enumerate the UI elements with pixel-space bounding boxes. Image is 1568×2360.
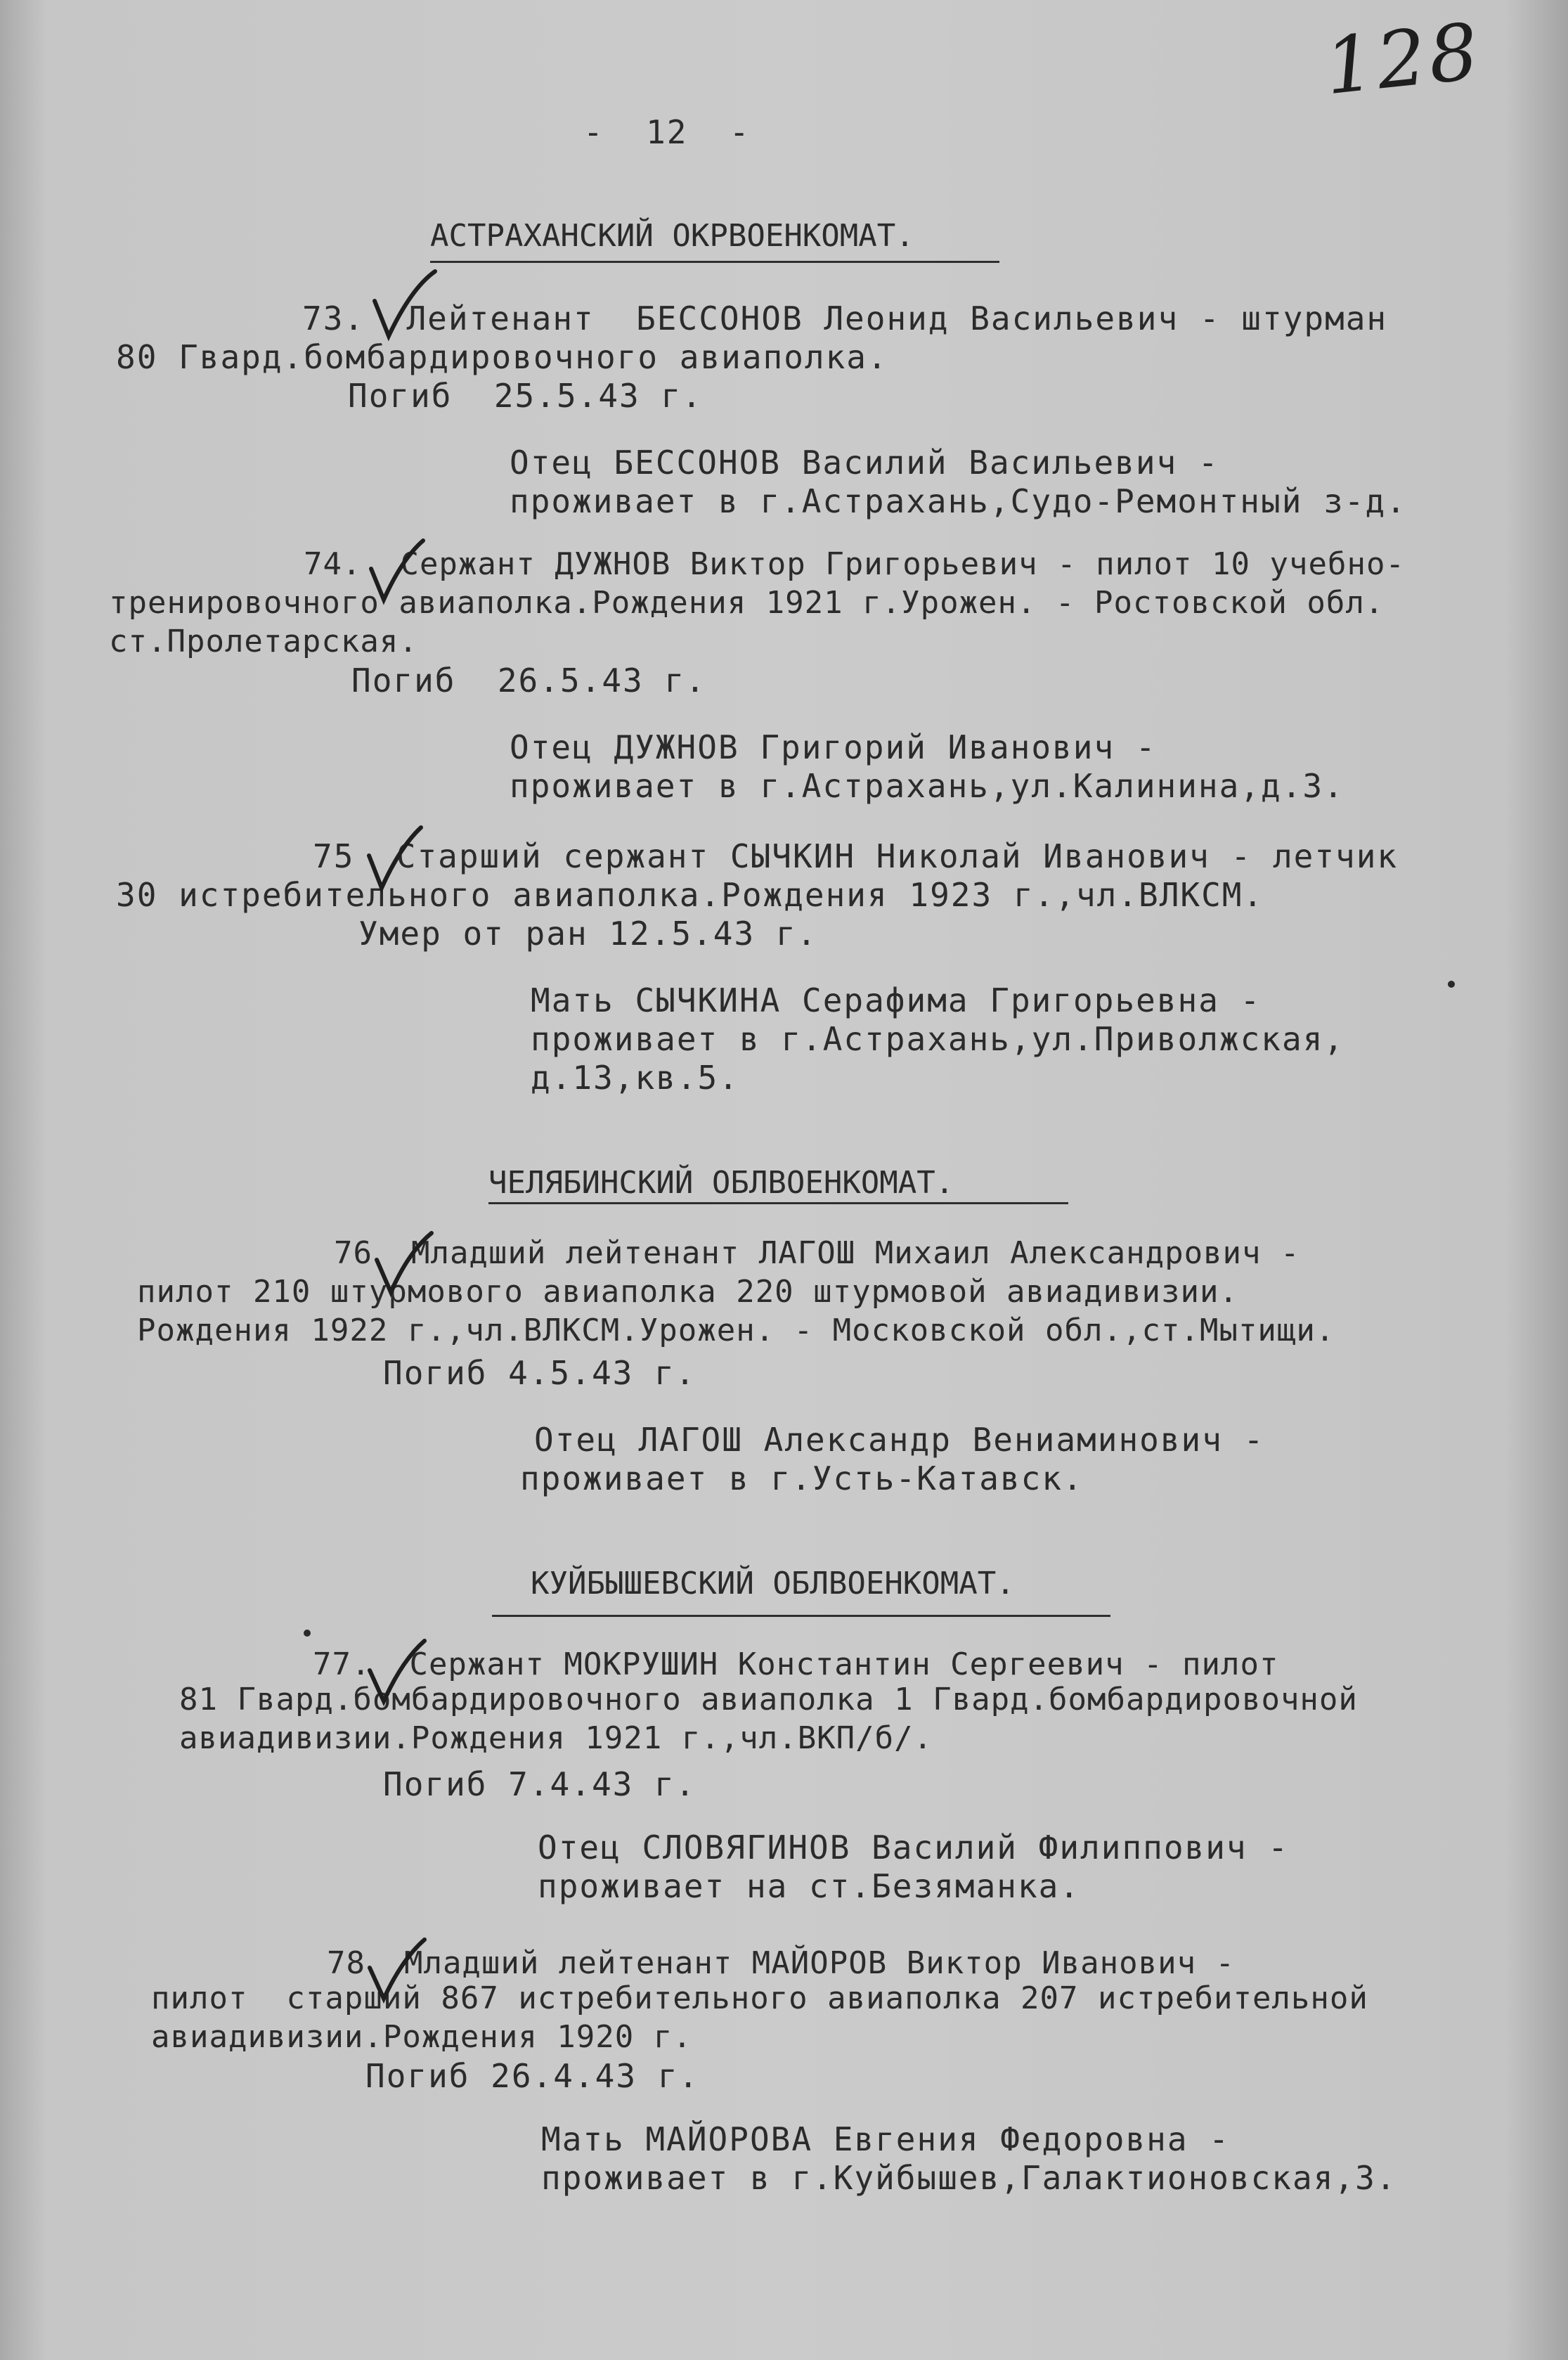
archive-page-number: 128: [1320, 6, 1486, 112]
entry-75-relative-address-2: д.13,кв.5.: [531, 1059, 739, 1097]
check-mark-icon: [360, 1930, 437, 2007]
entry-75-relative-address: проживает в г.Астрахань,ул.Приволжская,: [531, 1020, 1345, 1058]
section-heading-astrakhan: АСТРАХАНСКИЙ ОКРВОЕНКОМАТ.: [430, 218, 914, 254]
entry-77-relative-address: проживает на ст.Безяманка.: [538, 1867, 1081, 1905]
entry-75-line-1: 75 Старший сержант СЫЧКИН Николай Иванович - летчик: [313, 837, 1399, 875]
section-underline: [430, 261, 999, 263]
entry-73-relative: Отец БЕССОНОВ Василий Васильевич -: [510, 444, 1219, 482]
entry-76-relative: Отец ЛАГОШ Александр Вениаминович -: [534, 1421, 1265, 1459]
entry-74-line-3: ст.Пролетарская.: [109, 624, 418, 659]
entry-75-line-2: 30 истребительного авиаполка.Рождения 1923 г.,чл.ВЛКСМ.: [116, 876, 1264, 914]
entry-76-line-1: 76 Младший лейтенант ЛАГОШ Михаил Александрович -: [334, 1235, 1300, 1271]
ink-dot: [304, 1630, 311, 1637]
entry-78-death: Погиб 26.4.43 г.: [365, 2057, 700, 2095]
entry-77-line-2: 81 Гвард.бомбардировочного авиаполка 1 Гвард.бомбардировочной: [179, 1682, 1358, 1717]
entry-77-death: Погиб 7.4.43 г.: [383, 1765, 696, 1803]
entry-76-death: Погиб 4.5.43 г.: [383, 1354, 696, 1392]
entry-75-relative: Мать СЫЧКИНА Серафима Григорьевна -: [531, 981, 1262, 1019]
entry-78-line-2: пилот старший 867 истребительного авиаполка 207 истребительной: [151, 1980, 1368, 2016]
page-number: - 12 -: [583, 113, 751, 151]
check-mark-icon: [362, 267, 439, 344]
entry-76-relative-address: проживает в г.Усть-Катавск.: [520, 1459, 1084, 1497]
section-underline: [492, 1615, 1110, 1617]
entry-75-death: Умер от ран 12.5.43 г.: [358, 915, 818, 953]
entry-76-line-2: пилот 210 штурмового авиаполка 220 штурмовой авиадивизии.: [137, 1274, 1238, 1310]
entry-77-line-3: авиадивизии.Рождения 1921 г.,чл.ВКП/б/.: [179, 1720, 933, 1756]
entry-74-line-1: 74. Сержант ДУЖНОВ Виктор Григорьевич - пилот 10 учебно-: [304, 546, 1405, 582]
entry-76-line-3: Рождения 1922 г.,чл.ВЛКСМ.Урожен. - Московской обл.,ст.Мытищи.: [137, 1313, 1335, 1348]
entry-74-death: Погиб 26.5.43 г.: [351, 662, 706, 699]
check-mark-icon: [358, 531, 436, 608]
entry-77-line-1: 77. Сержант МОКРУШИН Константин Сергеевич - пилот: [313, 1646, 1279, 1682]
entry-78-line-1: 78 Младший лейтенант МАЙОРОВ Виктор Иванович -: [327, 1945, 1236, 1981]
entry-78-relative-address: проживает в г.Куйбышев,Галактионовская,3.: [541, 2159, 1397, 2197]
entry-74-relative-address: проживает в г.Астрахань,ул.Калинина,д.3.: [510, 767, 1345, 805]
entry-78-relative: Мать МАЙОРОВА Евгения Федоровна -: [541, 2120, 1230, 2158]
section-underline: [488, 1202, 1068, 1204]
entry-73-line-2: 80 Гвард.бомбардировочного авиаполка.: [116, 338, 888, 376]
entry-73-relative-address: проживает в г.Астрахань,Судо-Ремонтный з-д.: [510, 482, 1407, 520]
check-mark-icon: [355, 819, 432, 896]
section-heading-kuibyshev: КУЙБЫШЕВСКИЙ ОБЛВОЕНКОМАТ.: [531, 1566, 1015, 1601]
check-mark-icon: [358, 1631, 436, 1708]
entry-73-death: Погиб 25.5.43 г.: [348, 377, 703, 415]
entry-77-relative: Отец СЛОВЯГИНОВ Василий Филиппович -: [538, 1829, 1289, 1866]
entry-73-line-1: 73. Лейтенант БЕССОНОВ Леонид Васильевич - штурман: [302, 299, 1388, 337]
entry-74-line-2: тренировочного авиаполка.Рождения 1921 г.Урожен. - Ростовской обл.: [109, 585, 1385, 621]
entry-78-line-3: авиадивизии.Рождения 1920 г.: [151, 2019, 692, 2055]
section-heading-chelyabinsk: ЧЕЛЯБИНСКИЙ ОБЛВОЕНКОМАТ.: [488, 1165, 954, 1201]
ink-dot: [1448, 981, 1455, 988]
check-mark-icon: [367, 1223, 444, 1301]
entry-74-relative: Отец ДУЖНОВ Григорий Иванович -: [510, 728, 1157, 766]
